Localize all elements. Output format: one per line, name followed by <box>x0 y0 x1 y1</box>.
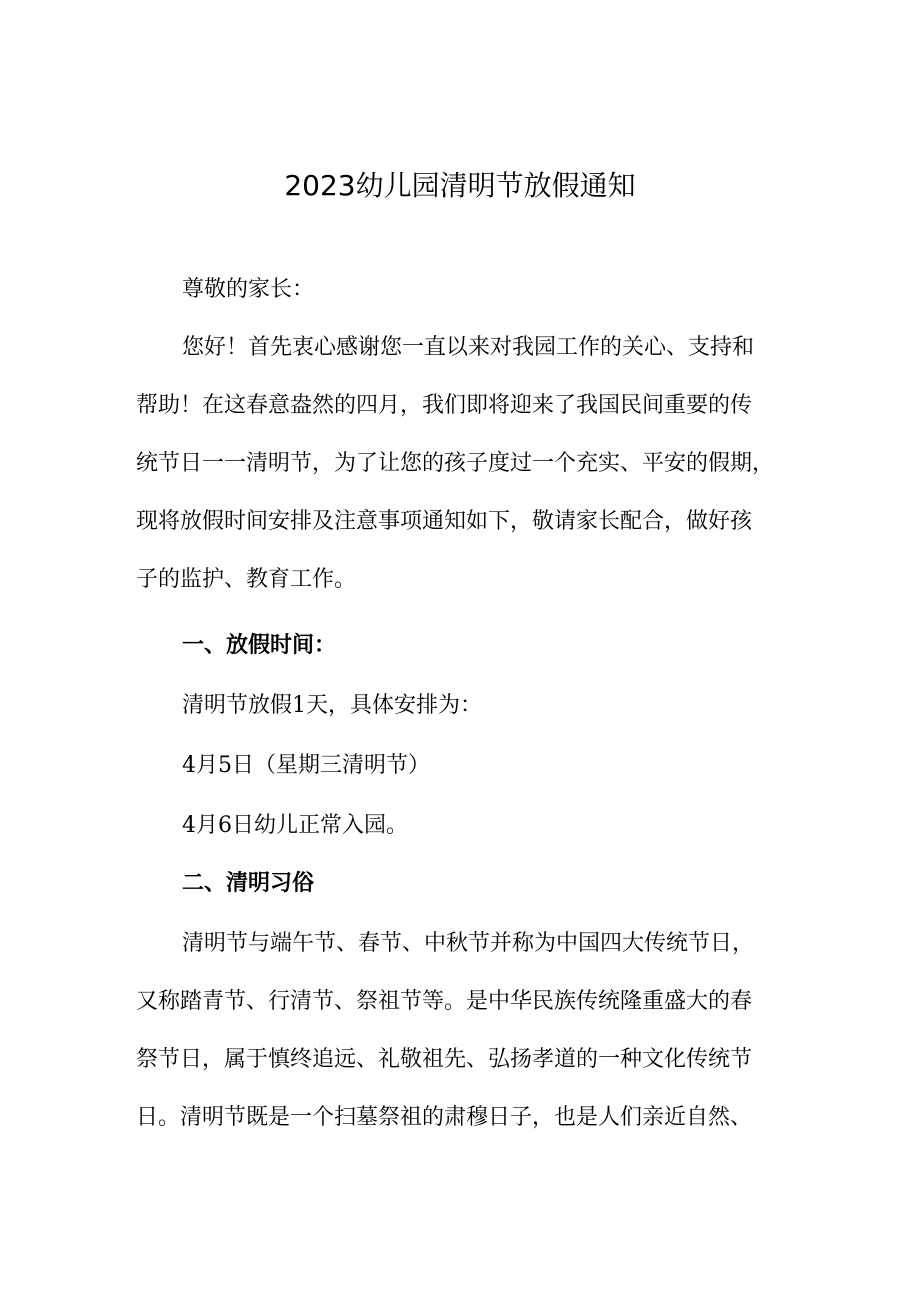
intro-line-5: 子的监护、教育工作。 <box>136 567 357 592</box>
document-title: 2023幼儿园清明节放假通知 <box>284 169 636 202</box>
section-1-heading: 一、放假时间： <box>182 633 337 658</box>
section-2-line-3: 祭节日，属于慎终追远、礼敬祖先、弘扬孝道的一种文化传统节 <box>136 1047 753 1072</box>
section-2-heading: 二、清明习俗 <box>182 871 315 896</box>
section-2-line-2: 又称踏青节、行清节、祭祖节等。是中华民族传统隆重盛大的春 <box>136 989 753 1014</box>
section-1-line-1: 清明节放假1天，具体安排为： <box>182 693 482 718</box>
salutation: 尊敬的家长： <box>182 277 315 302</box>
section-1-line-3: 4月6日幼儿正常入园。 <box>182 813 408 838</box>
section-1-line-2: 4月5日（星期三清明节） <box>182 753 430 778</box>
section-2-line-4: 日。清明节既是一个扫墓祭祖的肃穆日子，也是人们亲近自然、 <box>136 1105 753 1130</box>
section-2-line-1: 清明节与端午节、春节、中秋节并称为中国四大传统节日， <box>182 931 755 956</box>
intro-line-4: 现将放假时间安排及注意事项通知如下，敬请家长配合，做好孩 <box>136 509 753 534</box>
intro-line-2: 帮助！在这春意盎然的四月，我们即将迎来了我国民间重要的传 <box>136 393 753 418</box>
intro-line-1: 您好！首先衷心感谢您一直以来对我园工作的关心、支持和 <box>182 335 755 360</box>
intro-line-3: 统节日一一清明节，为了让您的孩子度过一个充实、平安的假期， <box>136 451 775 476</box>
